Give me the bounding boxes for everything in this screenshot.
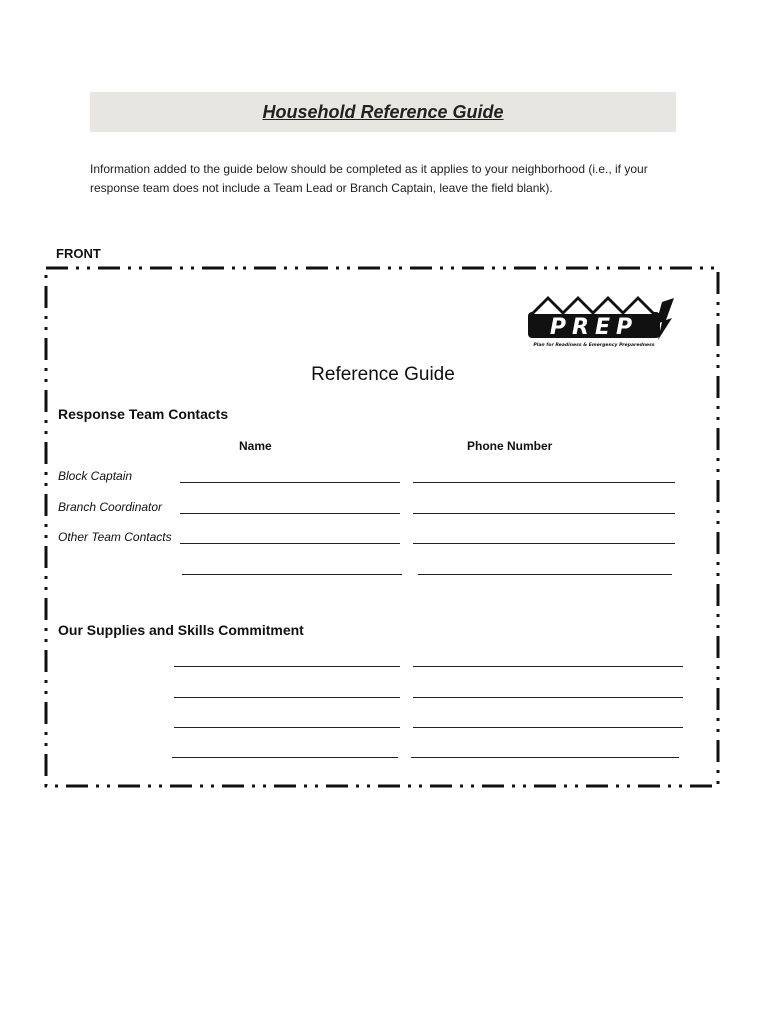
row-label-branch-coordinator: Branch Coordinator: [58, 500, 163, 514]
supplies-field-2b[interactable]: [413, 697, 683, 698]
contacts-heading: Response Team Contacts: [58, 406, 229, 422]
name-column-header: Name: [239, 439, 272, 453]
block-captain-name-field[interactable]: [180, 482, 400, 483]
extra-contact-name-field[interactable]: [182, 574, 402, 575]
branch-coordinator-phone-field[interactable]: [413, 513, 675, 514]
front-label: FRONT: [56, 246, 101, 261]
logo-tagline: Plan for Readiness & Emergency Preparedness: [533, 343, 655, 348]
extra-contact-phone-field[interactable]: [418, 574, 672, 575]
row-label-block-captain: Block Captain: [58, 469, 133, 483]
row-label-other-team-contacts: Other Team Contacts: [58, 530, 172, 544]
supplies-field-3a[interactable]: [174, 727, 400, 728]
supplies-field-3b[interactable]: [413, 727, 683, 728]
phone-column-header: Phone Number: [467, 439, 553, 453]
supplies-field-1b[interactable]: [413, 666, 683, 667]
page-title: Household Reference Guide: [262, 101, 504, 122]
reference-card: [44, 264, 722, 790]
supplies-field-2a[interactable]: [174, 697, 400, 698]
logo-text: PREP: [549, 315, 639, 340]
supplies-field-1a[interactable]: [174, 666, 400, 667]
card-title: Reference Guide: [311, 364, 455, 385]
branch-coordinator-name-field[interactable]: [180, 513, 400, 514]
other-contacts-phone-field[interactable]: [413, 543, 675, 544]
supplies-heading: Our Supplies and Skills Commitment: [58, 622, 304, 638]
block-captain-phone-field[interactable]: [413, 482, 675, 483]
other-contacts-name-field[interactable]: [180, 543, 400, 544]
prep-logo: [526, 288, 676, 350]
intro-text: Information added to the guide below should be completed as it applies to your neighborhood (i.e., if your response team does not include a Team Lead or Branch Captain, leave the field blank).: [90, 162, 648, 195]
supplies-field-4a[interactable]: [172, 757, 398, 758]
supplies-field-4b[interactable]: [411, 757, 679, 758]
title-bar: [90, 92, 676, 132]
